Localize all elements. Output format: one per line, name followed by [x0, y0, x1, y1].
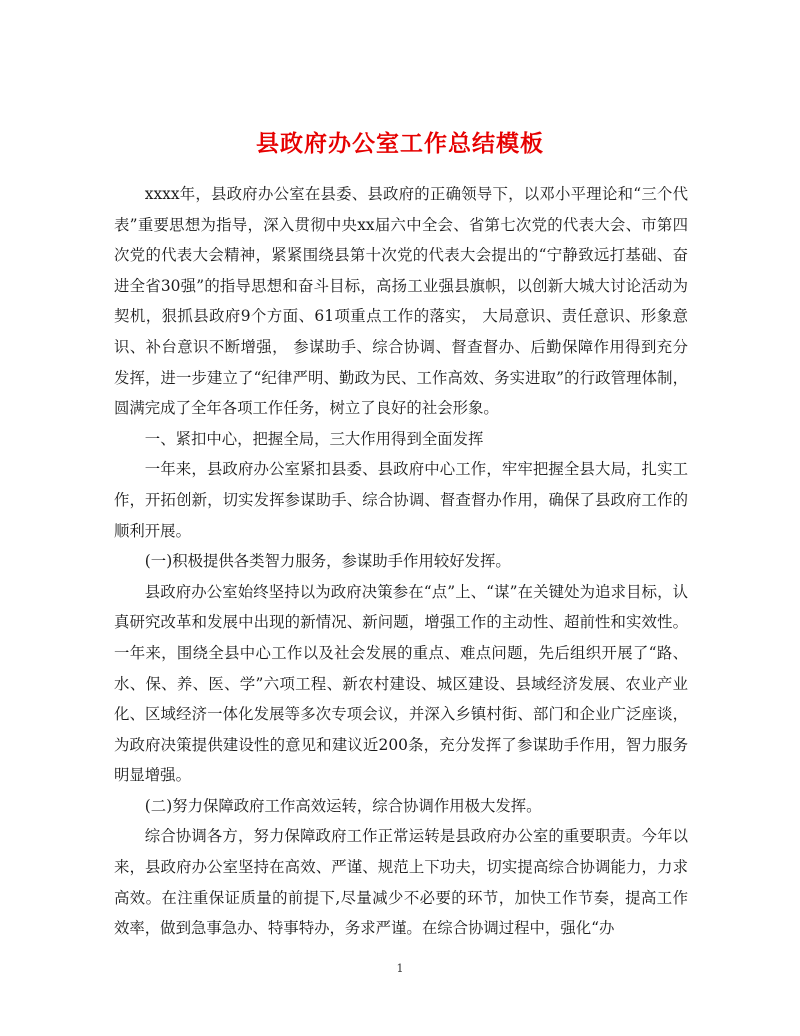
section-1-paragraph: 一年来，县政府办公室紧扣县委、县政府中心工作，牢牢把握全县大局，扎实工作，开拓创新，切实发挥参谋助手、综合协调、督查督办作用，确保了县政府工作的顺利开展。: [114, 460, 688, 540]
page-number: 1: [396, 962, 404, 975]
subsection-1-paragraph: 县政府办公室始终坚持以为政府决策参在“点”上、“谋”在关键处为追求目标，认真研究改革和发展中出现的新情况、新问题，增强工作的主动性、超前性和实效性。一年来，围绕全县中心工作以及社会发展的重点、难点问题，先后组织开展了“路、水、保、养、医、学”六项工程、新农村建设、城区建设、县域经济发展、农业产业化、区域经济一体化发展等多次专项会议，并深入乡镇村街、部门和企业广泛座谈，为政府决策提供建设性的意见和建议近200条，充分发挥了参谋助手作用，智力服务明显增强。: [114, 582, 688, 785]
subsection-2-paragraph: 综合协调各方，努力保障政府工作正常运转是县政府办公室的重要职责。今年以来，县政府办公室坚持在高效、严谨、规范上下功夫，切实提高综合协调能力，力求高效。在注重保证质量的前提下,尽量减少不必要的环节，加快工作节奏，提高工作效率，做到急事急办、特事特办，务求严谨。在综合协调过程中，强化“办: [114, 827, 688, 938]
document-body: [114, 179, 688, 944]
section-heading-1: 一、紧扣中心，把握全局，三大作用得到全面发挥: [144, 429, 484, 448]
subsection-heading-1: (一)积极提供各类智力服务，参谋助手作用较好发挥。: [144, 552, 511, 571]
intro-paragraph: xxxx年，县政府办公室在县委、县政府的正确领导下，以邓小平理论和“三个代表”重要思想为指导，深入贯彻中央xx届六中全会、省第七次党的代表大会、市第四次党的代表大会精神，紧紧围绕县第十次党的代表大会提出的“宁静致远打基础、奋进全省30强”的指导思想和奋斗目标，高扬工业强县旗帜，以创新大城大讨论活动为契机，狠抓县政府9个方面、61项重点工作的落实， 大局意识、责任意识、形象意识、补台意识不断增强， 参谋助手、综合协调、督查督办、后勤保障作用得到充分发挥，进一步建立了“纪律严明、勤政为民、工作高效、务实进取”的行政管理体制，圆满完成了全年各项工作任务，树立了良好的社会形象。: [114, 185, 688, 418]
document-title: 县政府办公室工作总结模板: [256, 130, 544, 158]
subsection-heading-2: (二)努力保障政府工作高效运转，综合协调作用极大发挥。: [144, 796, 542, 815]
